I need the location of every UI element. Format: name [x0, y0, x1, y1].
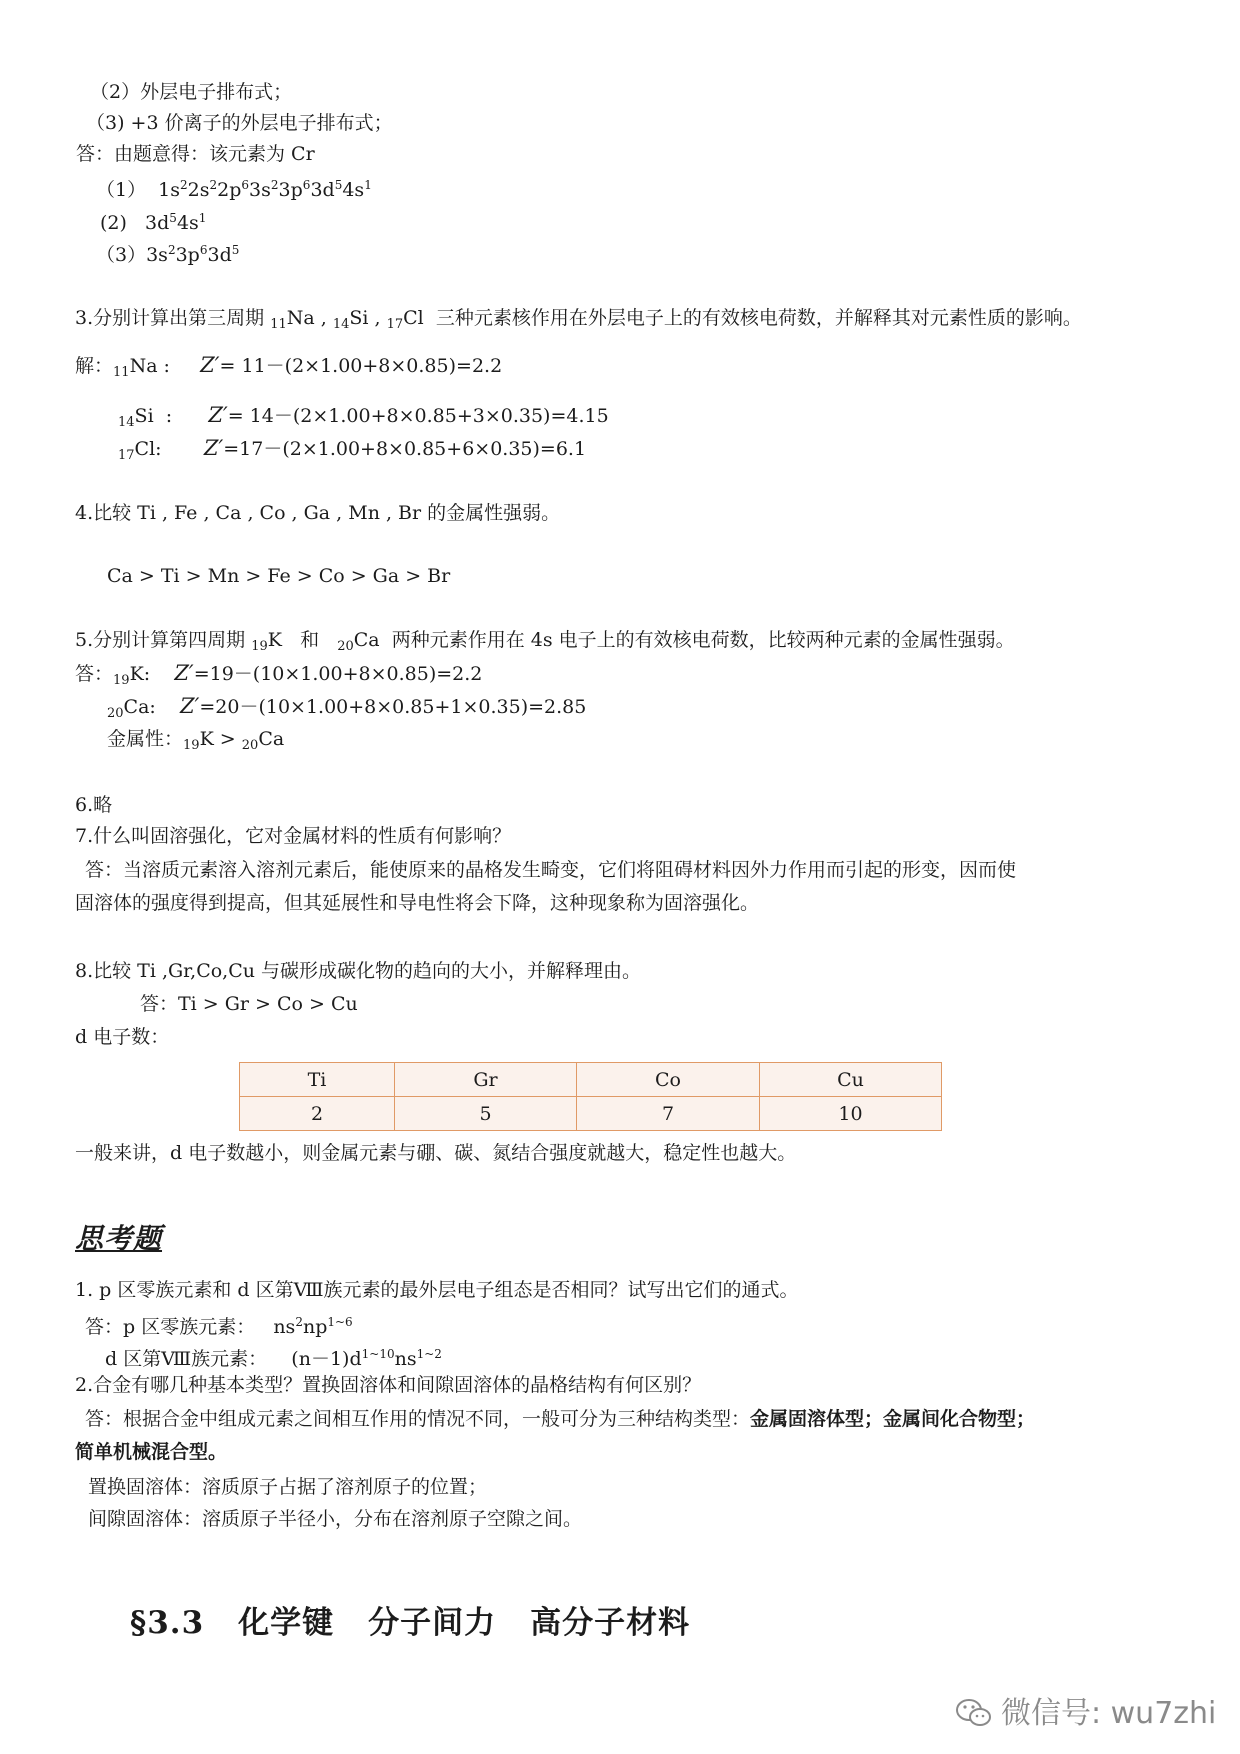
q6-text: 6.略	[75, 794, 113, 816]
q3-solution-si: $_{14}$Si : Z′= 14－(2×1.00+8×0.85+3×0.35)=4.15	[118, 403, 609, 430]
watermark-text: 微信号: wu7zhi	[1001, 1696, 1217, 1731]
q8-conclusion: 一般来讲，d 电子数越小，则金属元素与硼、碳、氮结合强度就越大，稳定性也越大。	[75, 1142, 797, 1164]
watermark	[955, 1688, 1216, 1737]
q3-solution-cl: $_{17}$Cl: Z′=17－(2×1.00+8×0.85+6×0.35)=6.1	[118, 436, 587, 463]
d-electron-table	[239, 1062, 942, 1131]
q2-answer-2: (2) $3d^54s^1$	[100, 211, 207, 234]
think-q2-answer: 答：根据合金中组成元素之间相互作用的情况不同，一般可分为三种结构类型：金属固溶体型；金属间化合物型；	[85, 1408, 1036, 1430]
q7-answer-line2: 固溶体的强度得到提高，但其延展性和导电性将会下降，这种现象称为固溶强化。	[75, 892, 760, 914]
think-q1-answer-d: d 区第Ⅷ族元素： $(n-1)d^{1\sim 10}ns^{1\sim 2}$	[105, 1347, 442, 1370]
q8-question: 8.比较 Ti ,Gr,Co,Cu 与碳形成碳化物的趋向的大小，并解释理由。	[75, 960, 642, 982]
table-value-cell: 7	[577, 1097, 760, 1131]
section-number: §3.3	[130, 1605, 205, 1641]
table-value-cell: 5	[395, 1097, 577, 1131]
q7-answer-line1: 答：当溶质元素溶入溶剂元素后，能使原来的晶格发生畸变，它们将阻碍材料因外力作用而引起的形变，因而使	[85, 859, 1017, 881]
table-row	[240, 1063, 942, 1097]
table-header-cell: Cu	[760, 1063, 942, 1097]
table-value-cell: 2	[240, 1097, 395, 1131]
q8-answer: 答：Ti > Gr > Co > Cu	[140, 993, 358, 1015]
table-row	[240, 1097, 942, 1131]
q8-d-electron-label: d 电子数：	[75, 1026, 170, 1048]
table-header-cell: Co	[577, 1063, 760, 1097]
think-q2: 2.合金有哪几种基本类型？置换固溶体和间隙固溶体的晶格结构有何区别？	[75, 1374, 702, 1396]
q2-part2: （2）外层电子排布式；	[90, 81, 293, 103]
q5-answer-k: 答：$_{19}$K: Z′=19－(10×1.00+8×0.85)=2.2	[75, 661, 483, 688]
q5-answer-ca: $_{20}$Ca: Z′=20－(10×1.00+8×0.85+1×0.35)=2.85	[107, 694, 587, 721]
q5-question: 5.分别计算第四周期 $_{19}$K 和 $_{20}$Ca 两种元素作用在 4s 电子上的有效核电荷数，比较两种元素的金属性强弱。	[75, 629, 1015, 654]
wechat-icon	[955, 1697, 993, 1737]
think-q2-answer-cont: 简单机械混合型。	[75, 1441, 228, 1463]
q2-part3: （3) +3 价离子的外层电子排布式；	[86, 112, 393, 134]
q5-metal-compare: 金属性：$_{19}$K > $_{20}$Ca	[107, 728, 285, 753]
q4-answer: Ca > Ti > Mn > Fe > Co > Ga > Br	[107, 565, 451, 587]
q4-question: 4.比较 Ti , Fe , Ca , Co , Ga , Mn , Br 的金属性强弱。	[75, 502, 561, 524]
q2-answer-intro: 答：由题意得：该元素为 Cr	[76, 143, 315, 165]
section-title: §3.3 化学键 分子间力 高分子材料	[130, 1605, 691, 1641]
q3-solution-na: 解：$_{11}$Na : Z′= 11－(2×1.00+8×0.85)=2.2	[75, 353, 503, 380]
q2-answer-1: （1） $1s^22s^22p^63s^23p^63d^54s^1$	[96, 178, 372, 201]
think-q2-interstitial: 间隙固溶体：溶质原子半径小，分布在溶剂原子空隙之间。	[88, 1508, 583, 1530]
q7-question: 7.什么叫固溶强化，它对金属材料的性质有何影响？	[75, 825, 512, 847]
q3-question: 3.分别计算出第三周期 $_{11}$Na , $_{14}$Si , $_{17}$Cl 三种元素核作用在外层电子上的有效核电荷数，并解释其对元素性质的影响。	[75, 307, 1082, 332]
think-q1: 1. p 区零族元素和 d 区第Ⅷ族元素的最外层电子组态是否相同？试写出它们的通式。	[75, 1279, 799, 1301]
think-heading: 思考题	[75, 1222, 163, 1255]
table-header-cell: Gr	[395, 1063, 577, 1097]
think-q2-substitutional: 置换固溶体：溶质原子占据了溶剂原子的位置；	[88, 1476, 488, 1498]
table-header-cell: Ti	[240, 1063, 395, 1097]
think-q1-answer-p: 答：p 区零族元素： $ns^2np^{1\sim 6}$	[85, 1315, 353, 1338]
table-value-cell: 10	[760, 1097, 942, 1131]
q2-answer-3: $(3)3s^23p^63d^5$	[96, 243, 240, 266]
